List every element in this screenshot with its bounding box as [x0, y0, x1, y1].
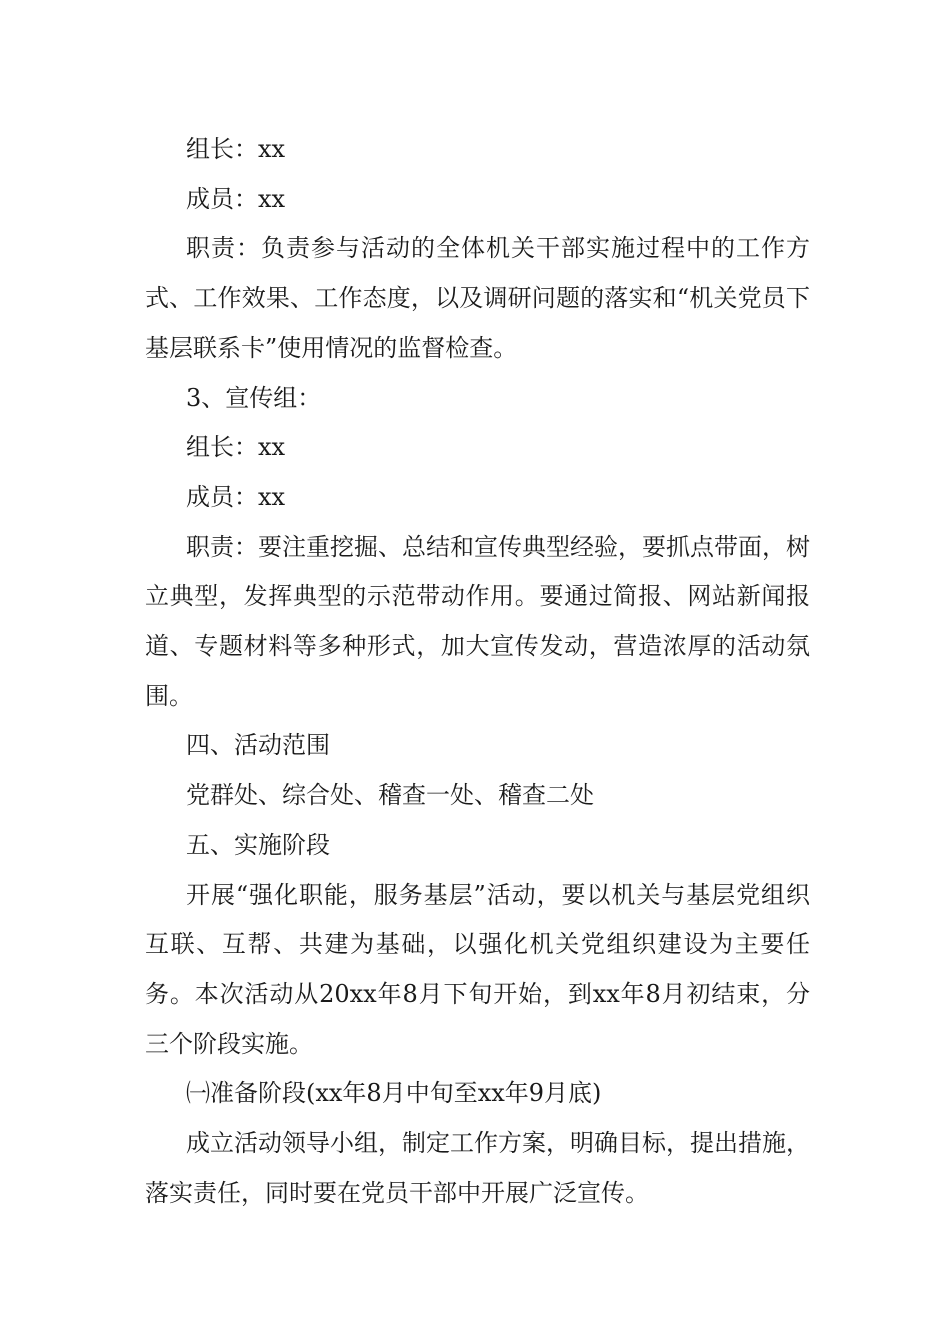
paragraph-group-leader-2: 组长：xx [186, 433, 286, 462]
paragraph-members-1: 成员：xx [186, 184, 286, 213]
paragraph-implementation-overview: 开展“强化职能，服务基层”活动，要以机关与基层党组织互联、互帮、共建为基础，以强化机关党组织建设为主要任务。本次活动从20xx年8月下旬开始，到xx年8月初结束，分三个阶段实施。 [145, 880, 810, 1058]
paragraph-preparation-stage: 成立活动领导小组，制定工作方案，明确目标，提出措施，落实责任，同时要在党员干部中开展广泛宣传。 [145, 1129, 810, 1207]
paragraph-duties-2: 职责：要注重挖掘、总结和宣传典型经验，要抓点带面，树立典型，发挥典型的示范带动作用。要通过简报、网站新闻报道、专题材料等多种形式，加大宣传发动，营造浓厚的活动氛围。 [145, 532, 810, 710]
paragraph-publicity-group-heading: 3、宣传组： [186, 383, 322, 412]
document-body [145, 125, 810, 1218]
subheading-preparation-stage: ㈠准备阶段(xx年8月中旬至xx年9月底) [186, 1079, 602, 1108]
paragraph-duties-1: 职责：负责参与活动的全体机关干部实施过程中的工作方式、工作效果、工作态度，以及调研问题的落实和“机关党员下基层联系卡”使用情况的监督检查。 [145, 234, 810, 362]
section-heading-activity-scope: 四、活动范围 [186, 731, 330, 760]
section-heading-implementation-stages: 五、实施阶段 [186, 830, 330, 859]
paragraph-members-2: 成员：xx [186, 482, 286, 511]
paragraph-activity-scope: 党群处、综合处、稽查一处、稽查二处 [186, 781, 594, 810]
paragraph-group-leader-1: 组长：xx [186, 135, 286, 163]
